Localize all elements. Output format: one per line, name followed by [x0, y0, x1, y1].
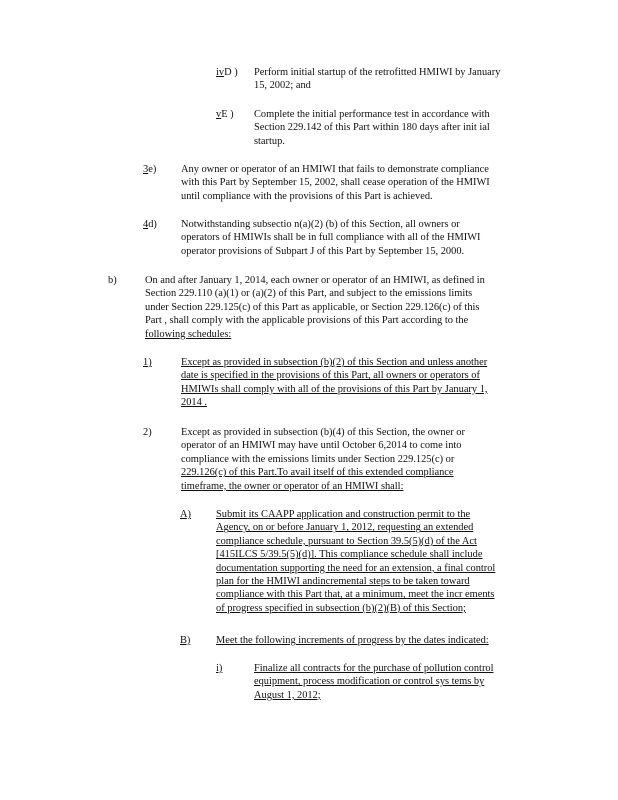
item-4-text: Notwithstanding subsectio n(a)(2) (b) of this Section, all owners or operators of HMIWIs shall be in full compliance with all of the HMIWI operator provisions of Subpart J of this Part by September 15, 2000. — [181, 219, 481, 257]
subsection-b-label: b) — [108, 275, 117, 286]
item-b1-text: Except as provided in subsection (b)(2) of this Section and unless another date is specified in the provisions of this Part, all owners or operators of HMIWIs shall comply with all of the provisions of this Part by January 1, 2014 . — [181, 357, 488, 409]
item-i-label: i) — [216, 663, 223, 674]
item-3-text: Any owner or operator of an HMIWI that fails to demonstrate compliance with this Part by September 15, 2002, shall cease operation of the HMIWI until compliance with the provisions of this Part is achieved. — [181, 164, 490, 202]
item-i-text: Finalize all contracts for the purchase of pollution control equipment, process modification or control sys tems by August 1, 2012; — [254, 663, 494, 701]
subsection-b-text: On and after January 1, 2014, each owner or operator of an HMIWI, as defined in Section 229.110 (a)(1) or (a)(2) of this Part, and subject to the emissions limits under Section 229.125(c) of this Part as applicable, or Section 229.126(c) of this Part , shall comply with the applicable provisions of this Part according to the following schedules: — [145, 275, 485, 340]
item-B-text: Meet the following increments of progress by the dates indicated: — [216, 635, 489, 646]
item-iv-text: Perform initial startup of the retrofitted HMIWI by January 15, 2002; and — [254, 67, 501, 92]
item-b1-label: 1) — [143, 357, 152, 368]
item-b2-text: Except as provided in subsection (b)(4) of this Section, the owner or operator of an HMIWI may have until October 6,2014 to come into compliance with the emissions limits under Section 229.125(c) or 229.126(c) of this Part.To avail itself of this extended compliance timeframe, the owner or operator of an HMIWI shall: — [181, 427, 465, 492]
item-v-label: vE ) — [216, 109, 234, 120]
item-3-label: 3e) — [143, 164, 157, 175]
item-b2-label: 2) — [143, 427, 152, 438]
item-iv-label: ivD ) — [216, 67, 238, 78]
item-v-text: Complete the initial performance test in accordance with Section 229.142 of this Part within 180 days after init ial startup. — [254, 109, 490, 147]
item-B-label: B) — [180, 635, 191, 646]
item-A-label: A) — [180, 509, 191, 520]
item-4-label: 4d) — [143, 219, 157, 230]
item-A-text: Submit its CAAPP application and construction permit to the Agency, on or before January 1, 2012, requesting an extended compliance schedule, pursuant to Section 39.5(5)(d) of the Act [415ILCS 5/39.5(5)(d)]. This compliance schedule shall include documentation supporting the need for an extension, a final control plan for the HMIWI andincremental steps to be taken toward compliance with this Part that, at a minimum, meet the incr ements of progress specified in subsection (b)(2)(B) of this Section; — [216, 509, 496, 614]
